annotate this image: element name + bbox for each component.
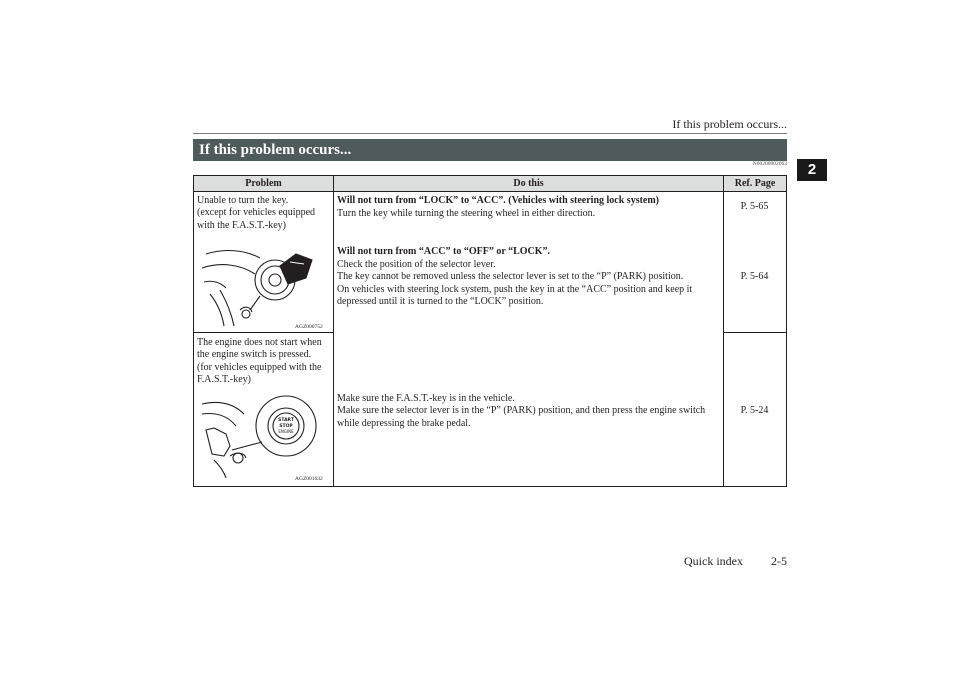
action-heading: Will not turn from “ACC” to “OFF” or “LOCK”.: [337, 246, 551, 257]
action-body: Make sure the F.A.S.T.-key is in the vehicle. Make sure the selector lever is in the “P” (PARK) position, and then press the engine switch while depressing the brake pedal.: [337, 393, 706, 429]
footer-section: Quick index: [684, 554, 743, 568]
ref-page: P. 5-24: [740, 405, 769, 416]
figure-code: AGZ000752: [295, 324, 323, 330]
chapter-tab: 2: [797, 159, 827, 181]
column-divider: [333, 192, 334, 486]
row-divider: [194, 332, 333, 333]
header-do-this: Do this: [333, 176, 723, 192]
header-ref-page: Ref. Page: [723, 176, 786, 192]
document-code: N00200902063: [752, 161, 787, 167]
header-rule: [193, 133, 787, 134]
button-engine-label: ENGINE: [278, 429, 294, 434]
header-problem: Problem: [194, 176, 333, 192]
row-divider: [723, 332, 786, 333]
column-divider: [723, 192, 724, 486]
problem-text: The engine does not start when the engine switch is pressed. (for vehicles equipped with the F.A.S.T.-key): [197, 337, 322, 386]
action-body: Turn the key while turning the steering wheel in either direction.: [337, 208, 596, 219]
running-header: If this problem occurs...: [672, 117, 787, 131]
ref-page: P. 5-65: [740, 201, 769, 212]
ref-page: P. 5-64: [740, 271, 769, 282]
action-body: Check the position of the selector lever. The key cannot be removed unless the selector lever is set to the “P” (PARK) position. On vehicles with steering lock system, push the key in at the “ACC” position and keep it depressed until it is turned to the “LOCK” position.: [337, 259, 693, 308]
button-start-label: START: [278, 418, 294, 423]
figure-code: AGZ001632: [295, 476, 323, 482]
action-heading: Will not turn from “LOCK” to “ACC”. (Vehicles with steering lock system): [337, 195, 660, 206]
footer-page-number: 2-5: [771, 554, 787, 568]
button-stop-label: STOP: [279, 424, 293, 429]
problem-table: [193, 175, 787, 487]
problem-text: Unable to turn the key. (except for vehicles equipped with the F.A.S.T.-key): [197, 195, 316, 231]
page-footer: [684, 554, 787, 569]
section-banner: If this problem occurs...: [193, 139, 787, 161]
engine-switch-illustration: [200, 394, 330, 478]
key-cylinder-illustration: [200, 244, 330, 326]
